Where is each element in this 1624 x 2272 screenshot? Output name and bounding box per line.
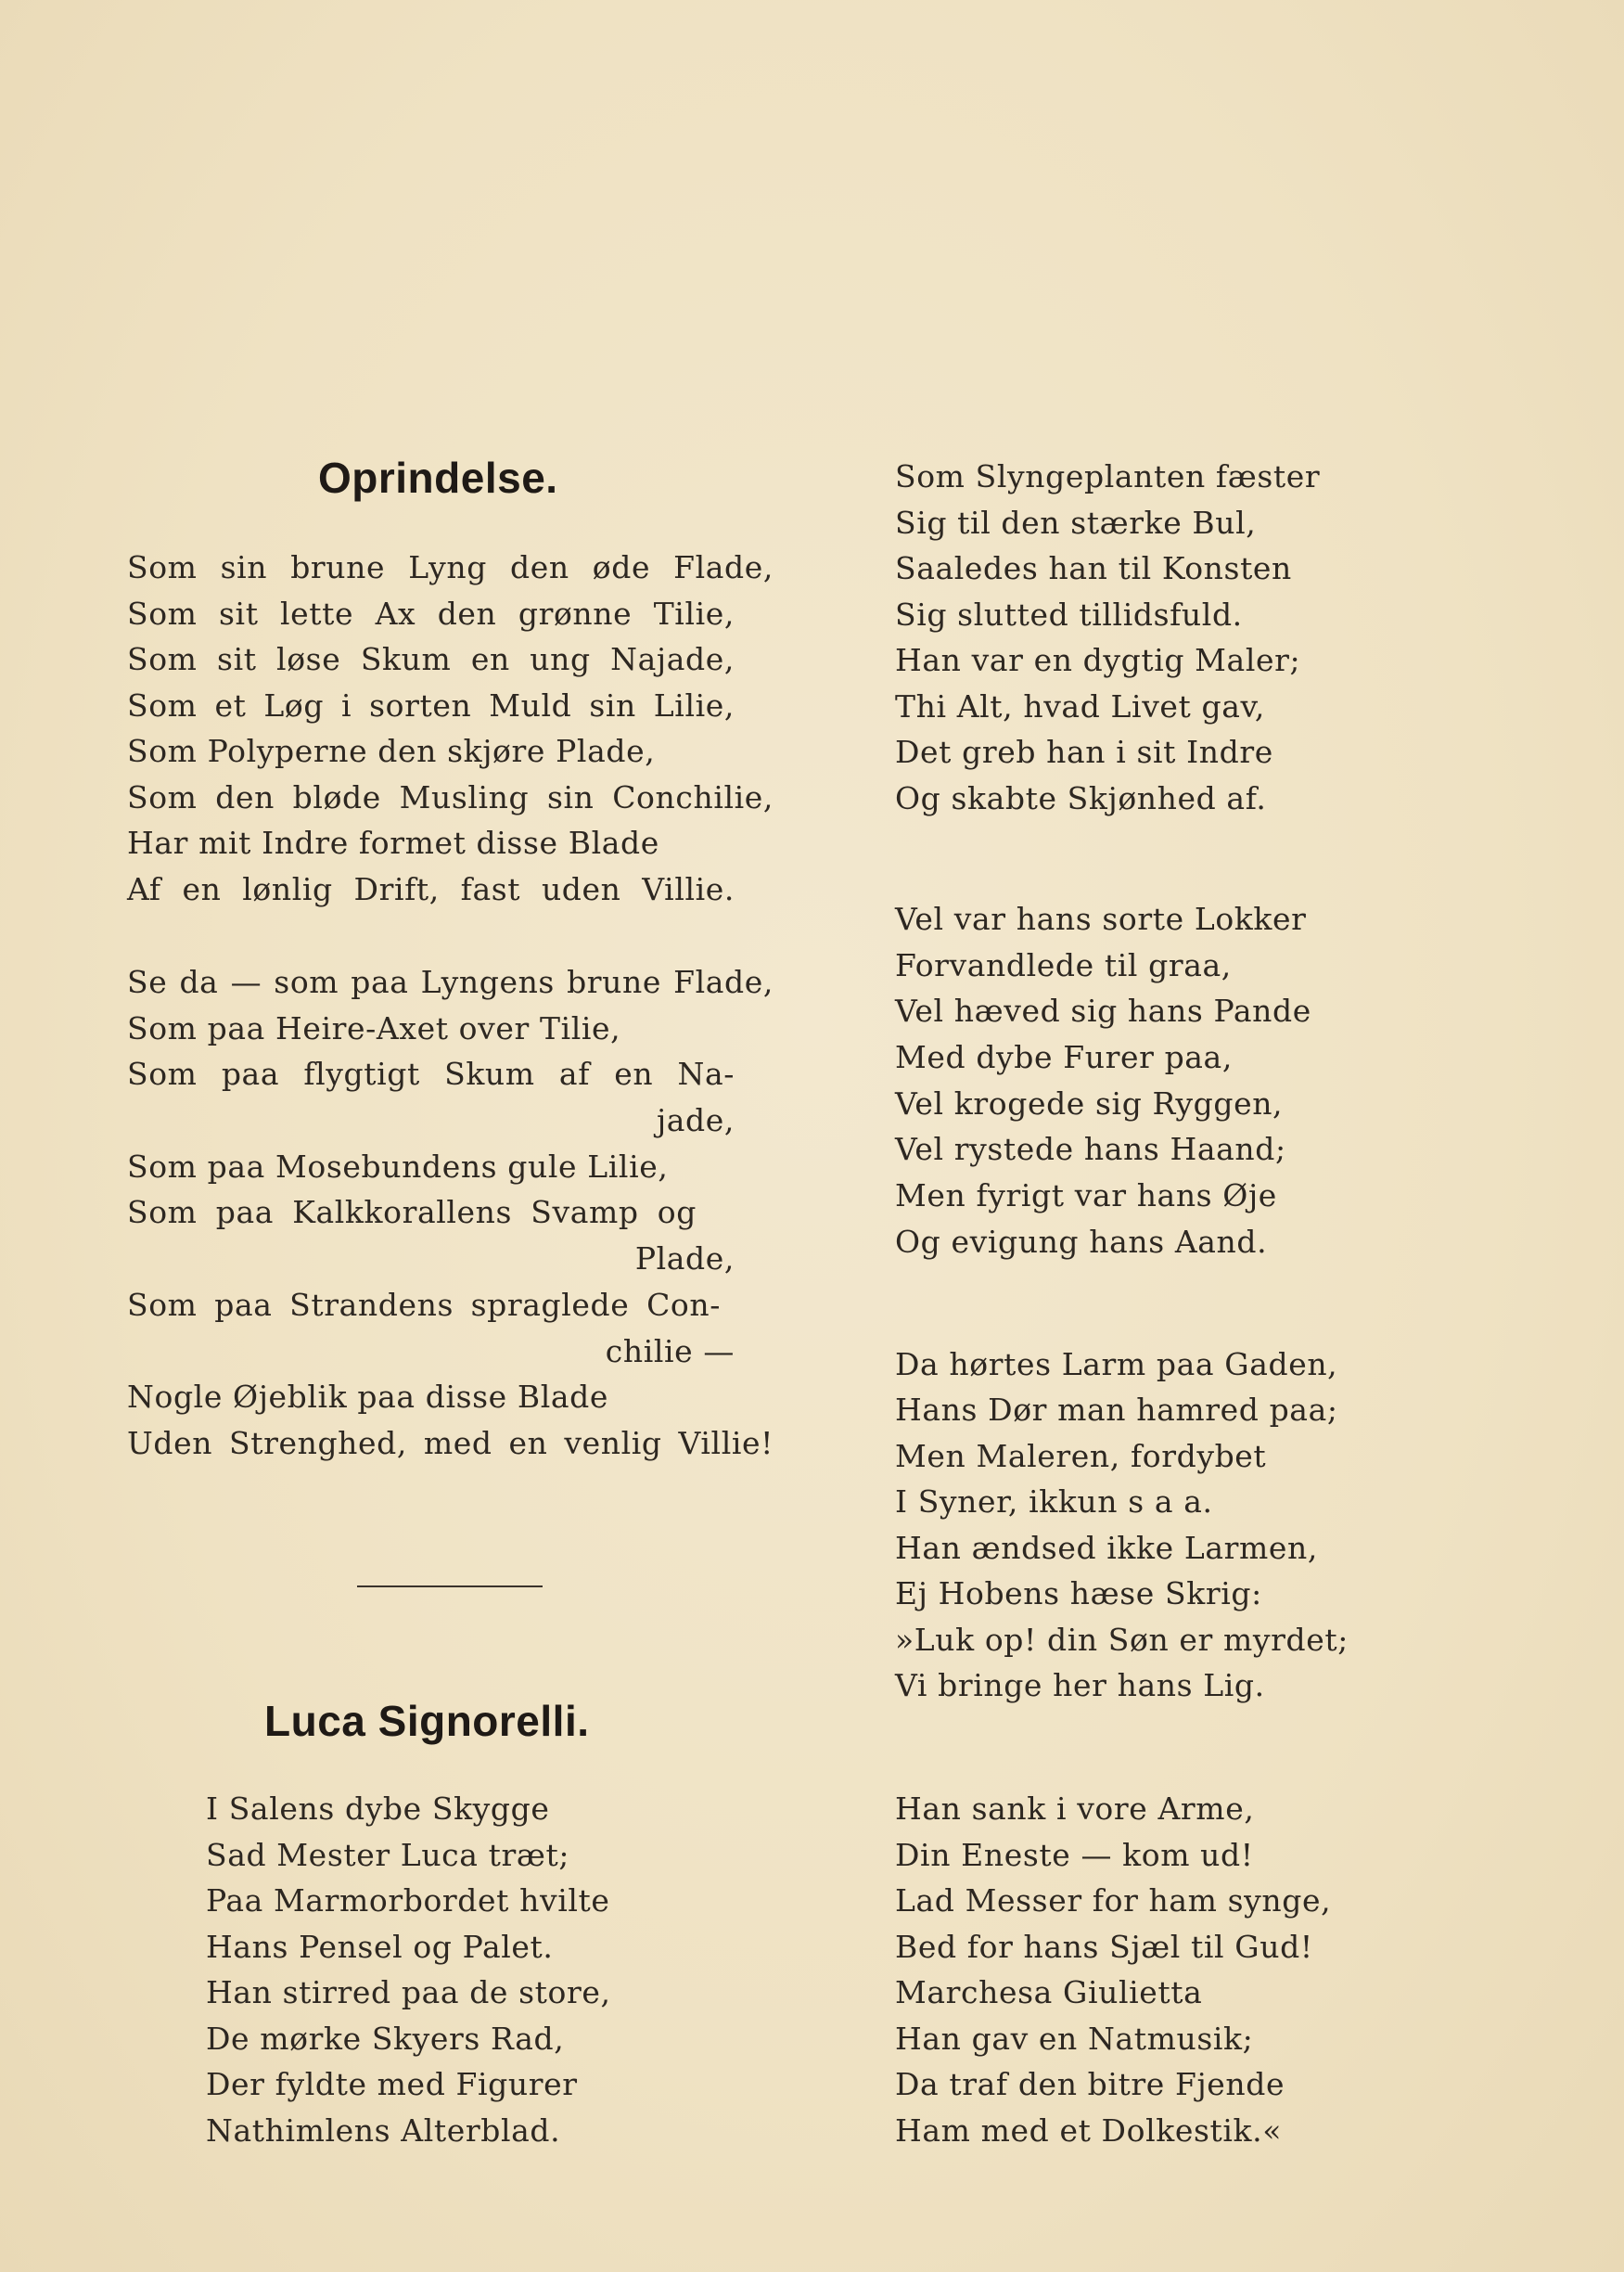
verse-line: Og skabte Skjønhed af.: [895, 780, 1267, 816]
verse-line: I Syner, ikkun s a a.: [895, 1483, 1213, 1520]
verse-line: Han sank i vore Arme,: [895, 1791, 1255, 1827]
verse-line: Og evigung hans Aand.: [895, 1224, 1268, 1260]
verse-line: Han stirred paa de store,: [206, 1974, 611, 2010]
verse-line: jade,: [656, 1102, 735, 1138]
section-divider: [357, 1585, 543, 1587]
verse-line: Plade,: [634, 1240, 735, 1277]
verse-line: Paa Marmorbordet hvilte: [206, 1882, 610, 1919]
verse-line: Vel krogede sig Ryggen,: [895, 1085, 1284, 1122]
verse-line: Vel var hans sorte Lokker: [895, 901, 1307, 937]
verse-line: Nathimlens Alterblad.: [206, 2112, 561, 2149]
verse-line: Med dybe Furer paa,: [895, 1039, 1233, 1075]
verse-line: Marchesa Giulietta: [895, 1974, 1203, 2010]
verse-line: Som paa Mosebundens gule Lilie,: [127, 1149, 669, 1185]
verse-line: chilie —: [605, 1333, 735, 1369]
verse-line: »Luk op! din Søn er myrdet;: [895, 1622, 1349, 1658]
verse-line: Thi Alt, hvad Livet gav,: [895, 688, 1265, 725]
verse-line: Det greb han i sit Indre: [895, 734, 1273, 770]
verse-line: Som paa Heire-Axet over Tilie,: [127, 1010, 621, 1046]
verse-line: Der fyldte med Figurer: [206, 2066, 578, 2102]
verse-line: Ham med et Dolkestik.«: [895, 2112, 1282, 2149]
verse-line: Se da — som paa Lyngens brune Flade,: [127, 964, 774, 1000]
verse-line: Vi bringe her hans Lig.: [895, 1667, 1265, 1703]
verse-line: De mørke Skyers Rad,: [206, 2021, 565, 2057]
verse-line: Som paa Strandens spraglede Con-: [127, 1287, 721, 1323]
verse-line: Men Maleren, fordybet: [895, 1438, 1267, 1474]
verse-line: Forvandlede til graa,: [895, 947, 1232, 983]
verse-line: Da traf den bitre Fjende: [895, 2066, 1285, 2102]
verse-line: Som Slyngeplanten fæster: [895, 458, 1321, 494]
verse-line: Hans Pensel og Palet.: [206, 1929, 554, 1965]
verse-line: Han ændsed ikke Larmen,: [895, 1530, 1318, 1566]
verse-line: Han var en dygtig Maler;: [895, 642, 1301, 678]
verse-line: Bed for hans Sjæl til Gud!: [895, 1929, 1313, 1965]
verse-line: Som den bløde Musling sin Conchilie,: [127, 779, 774, 815]
verse-line: Som paa Kalkkorallens Svamp og: [127, 1194, 697, 1230]
verse-line: Uden Strenghed, med en venlig Villie!: [127, 1425, 774, 1461]
verse-line: Men fyrigt var hans Øje: [895, 1177, 1277, 1213]
verse-line: Vel rystede hans Haand;: [895, 1131, 1286, 1167]
poem-title: Oprindelse.: [318, 454, 558, 502]
verse-line: Som sin brune Lyng den øde Flade,: [127, 549, 774, 585]
verse-line: Som sit lette Ax den grønne Tilie,: [127, 596, 735, 632]
verse-line: Af en lønlig Drift, fast uden Villie.: [127, 871, 735, 907]
verse-line: Hans Dør man hamred paa;: [895, 1392, 1338, 1428]
verse-line: Han gav en Natmusik;: [895, 2021, 1254, 2057]
verse-line: Sig til den stærke Bul,: [895, 505, 1257, 541]
verse-line: Som paa flygtigt Skum af en Na-: [127, 1056, 735, 1092]
verse-line: Nogle Øjeblik paa disse Blade: [127, 1379, 609, 1415]
verse-line: Ej Hobens hæse Skrig:: [895, 1575, 1262, 1611]
verse-line: Din Eneste — kom ud!: [895, 1837, 1254, 1873]
verse-line: Vel hæved sig hans Pande: [895, 993, 1311, 1029]
verse-line: Som sit løse Skum en ung Najade,: [127, 641, 735, 677]
verse-line: Sad Mester Luca træt;: [206, 1837, 570, 1873]
verse-line: Saaledes han til Konsten: [895, 550, 1292, 586]
verse-line: Som et Løg i sorten Muld sin Lilie,: [127, 687, 735, 724]
verse-line: Lad Messer for ham synge,: [895, 1882, 1332, 1919]
verse-line: Da hørtes Larm paa Gaden,: [895, 1346, 1338, 1382]
verse-line: I Salens dybe Skygge: [206, 1791, 550, 1827]
verse-line: Som Polyperne den skjøre Plade,: [127, 733, 656, 769]
poem-title: Luca Signorelli.: [264, 1697, 590, 1745]
verse-line: Sig slutted tillidsfuld.: [895, 597, 1243, 633]
verse-line: Har mit Indre formet disse Blade: [127, 825, 659, 861]
